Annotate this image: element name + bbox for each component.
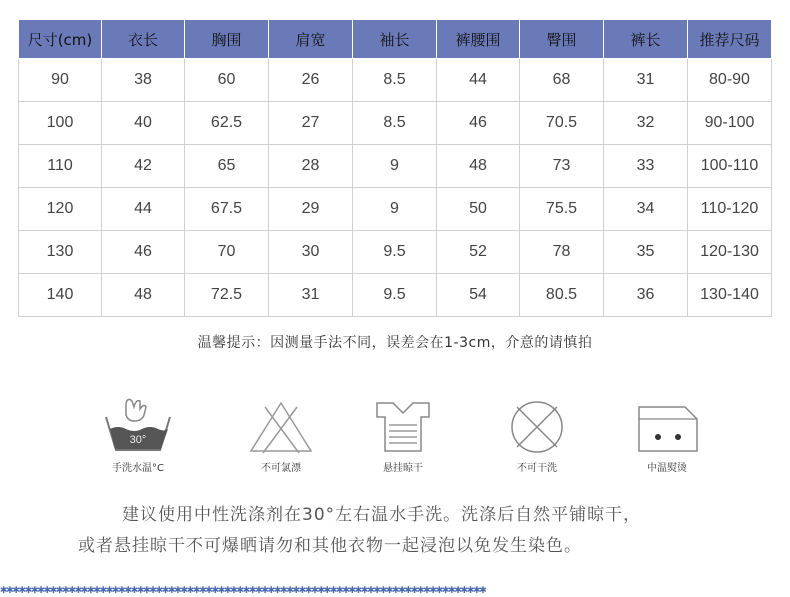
care-label: 悬挂晾干 [383,463,423,474]
care-item-medium-iron [612,395,722,474]
table-cell: 90-100 [688,102,772,145]
care-label: 中温熨烫 [647,463,687,474]
column-header: 袖长 [353,20,437,59]
table-cell: 28 [269,145,353,188]
no-dry-clean-icon [497,395,577,457]
care-instructions [0,395,790,485]
table-cell: 72.5 [185,274,269,317]
table-cell: 62.5 [185,102,269,145]
table-cell: 31 [269,274,353,317]
table-header-row [19,20,772,59]
table-cell: 65 [185,145,269,188]
table-cell: 33 [604,145,688,188]
column-header: 尺寸(cm) [19,20,102,59]
star-border: ✱✱✱✱✱✱✱✱✱✱✱✱✱✱✱✱✱✱✱✱✱✱✱✱✱✱✱✱✱✱✱✱✱✱✱✱✱✱✱✱✱✱✱✱✱✱✱✱✱✱✱✱✱✱✱✱✱✱✱✱✱✱✱✱✱✱✱✱✱✱✱✱✱✱✱✱✱✱ [0,583,486,595]
table-row [19,145,772,188]
table-cell: 100 [19,102,102,145]
table-cell: 31 [604,59,688,102]
column-header: 裤腰围 [437,20,520,59]
table-row [19,102,772,145]
table-cell: 9.5 [353,274,437,317]
table-row [19,59,772,102]
advice-line-1: 建议使用中性洗涤剂在30°左右温水手洗。洗涤后自然平铺晾干， [122,505,642,525]
care-label: 不可氯漂 [261,463,301,474]
table-cell: 46 [437,102,520,145]
table-cell: 70 [185,231,269,274]
table-cell: 140 [19,274,102,317]
wash-temp-label: 30° [129,434,147,446]
table-row [19,188,772,231]
table-cell: 130-140 [688,274,772,317]
table-cell: 120 [19,188,102,231]
table-cell: 120-130 [688,231,772,274]
table-cell: 67.5 [185,188,269,231]
size-chart-table [18,19,772,317]
table-cell: 48 [437,145,520,188]
table-cell: 60 [185,59,269,102]
table-cell: 48 [102,274,185,317]
hang-dry-icon [363,395,443,457]
care-item-no-bleach [226,395,336,474]
table-cell: 73 [520,145,604,188]
table-row [19,274,772,317]
advice-line-2: 或者悬挂晾干不可爆晒请勿和其他衣物一起浸泡以免发生染色。 [78,536,582,556]
table-cell: 35 [604,231,688,274]
table-cell: 32 [604,102,688,145]
table-cell: 9 [353,145,437,188]
care-item-hang-dry [348,395,458,474]
table-cell: 70.5 [520,102,604,145]
column-header: 裤长 [604,20,688,59]
no-bleach-icon [241,395,321,457]
table-cell: 110-120 [688,188,772,231]
care-item-hand-wash [83,395,193,474]
table-row [19,231,772,274]
table-cell: 27 [269,102,353,145]
table-cell: 30 [269,231,353,274]
care-label: 不可干洗 [517,463,557,474]
table-cell: 26 [269,59,353,102]
table-cell: 68 [520,59,604,102]
table-cell: 44 [437,59,520,102]
table-cell: 80-90 [688,59,772,102]
table-cell: 100-110 [688,145,772,188]
table-cell: 90 [19,59,102,102]
table-cell: 46 [102,231,185,274]
table-cell: 36 [604,274,688,317]
column-header: 衣长 [102,20,185,59]
table-cell: 78 [520,231,604,274]
table-cell: 52 [437,231,520,274]
hand-wash-icon [98,395,178,457]
medium-iron-icon [627,395,707,457]
table-cell: 9 [353,188,437,231]
table-cell: 42 [102,145,185,188]
table-cell: 54 [437,274,520,317]
column-header: 肩宽 [269,20,353,59]
table-cell: 80.5 [520,274,604,317]
table-cell: 38 [102,59,185,102]
table-cell: 75.5 [520,188,604,231]
table-cell: 8.5 [353,102,437,145]
column-header: 胸围 [185,20,269,59]
table-cell: 34 [604,188,688,231]
measurement-note: 温馨提示：因测量手法不同，误差会在1-3cm，介意的请慎拍 [197,335,593,351]
table-cell: 110 [19,145,102,188]
table-cell: 29 [269,188,353,231]
table-cell: 8.5 [353,59,437,102]
table-cell: 40 [102,102,185,145]
table-cell: 50 [437,188,520,231]
column-header: 臀围 [520,20,604,59]
care-label: 手洗水温°C [112,463,164,474]
column-header: 推荐尺码 [688,20,772,59]
table-cell: 9.5 [353,231,437,274]
table-cell: 44 [102,188,185,231]
care-item-no-dry-clean [482,395,592,474]
table-cell: 130 [19,231,102,274]
care-advice [78,500,778,562]
